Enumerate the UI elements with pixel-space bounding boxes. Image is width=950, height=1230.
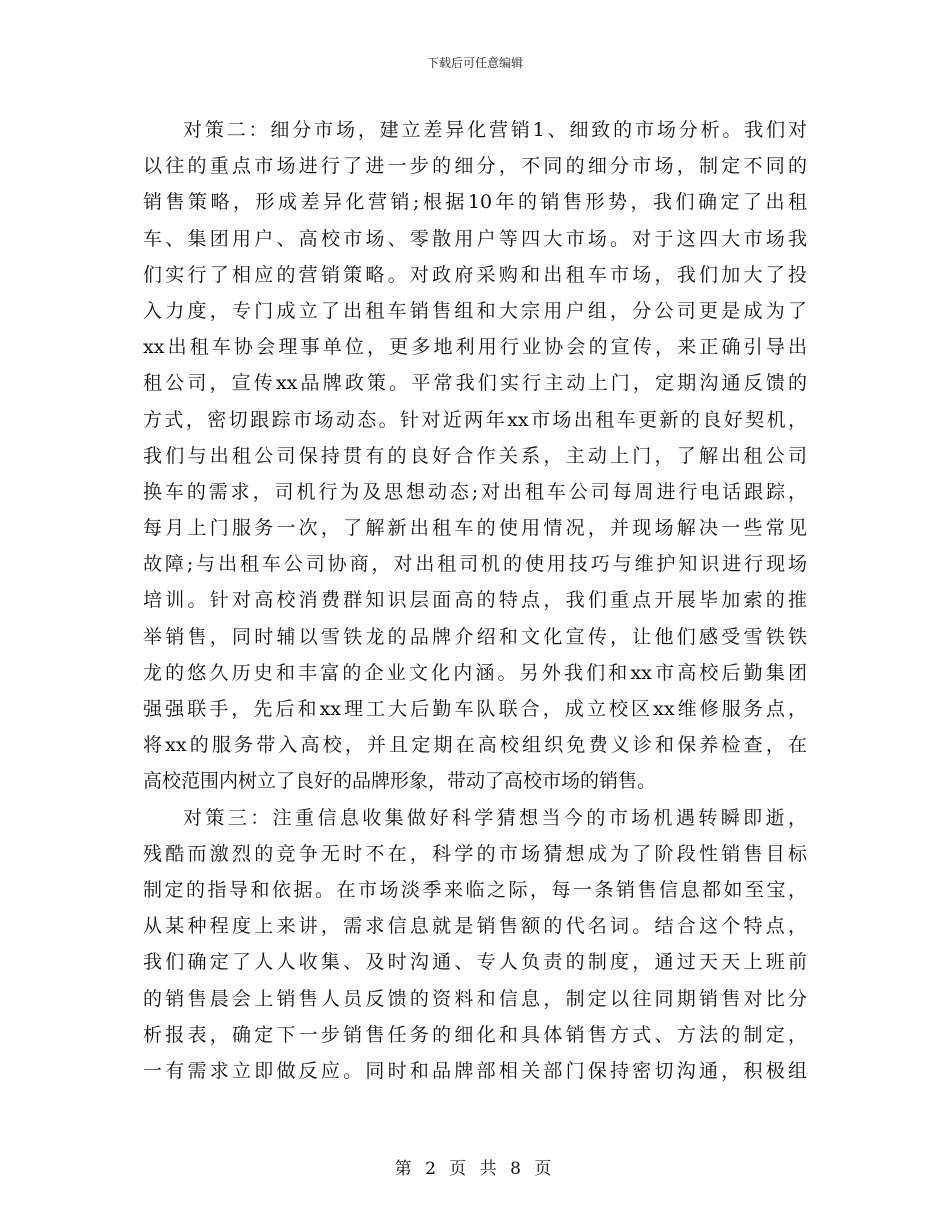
text-line: 我们确定了人人收集、及时沟通、专人负责的制度，通过天天上班前 [143, 951, 807, 974]
text-line: 将xx的服务带入高校，并且定期在高校组织免费义诊和保养检查，在 [143, 734, 807, 757]
text-line: 对策三：注重信息收集做好科学猜想当今的市场机遇转瞬即逝， [183, 806, 807, 829]
document-body [143, 112, 807, 1089]
text-line: 租公司，宣传xx品牌政策。平常我们实行主动上门，定期沟通反馈的 [143, 372, 807, 395]
text-line: xx出租车协会理事单位，更多地利用行业协会的宣传，来正确引导出 [143, 336, 807, 359]
text-line: 培训。针对高校消费群知识层面高的特点，我们重点开展毕加索的推 [143, 589, 807, 612]
page-header: 下载后可任意编辑 [426, 56, 523, 70]
text-line: 残酷而激烈的竞争无时不在，科学的市场猜想成为了阶段性销售目标 [143, 842, 807, 865]
page-number-footer: 第 2 页 共 8 页 [394, 1159, 556, 1179]
text-line: 故障;与出租车公司协商，对出租司机的使用技巧与维护知识进行现场 [143, 553, 807, 576]
text-line: 车、集团用户、高校市场、零散用户等四大市场。对于这四大市场我 [143, 227, 807, 250]
text-line: 以往的重点市场进行了进一步的细分，不同的细分市场，制定不同的 [143, 155, 807, 178]
text-line: 析报表，确定下一步销售任务的细化和具体销售方式、方法的制定， [143, 1023, 807, 1046]
text-line: 对策二：细分市场，建立差异化营销1、细致的市场分析。我们对 [183, 119, 807, 141]
text-line: 高校范围内树立了良好的品牌形象，带动了高校市场的销售。 [143, 770, 657, 793]
text-line: 入力度，专门成立了出租车销售组和大宗用户组，分公司更是成为了 [143, 299, 807, 322]
text-line: 们实行了相应的营销策略。对政府采购和出租车市场，我们加大了投 [143, 263, 807, 286]
text-line: 我们与出租公司保持贯有的良好合作关系，主动上门，了解出租公司 [143, 444, 807, 467]
text-line: 每月上门服务一次，了解新出租车的使用情况，并现场解决一些常见 [143, 517, 807, 540]
text-line: 换车的需求，司机行为及思想动态;对出租车公司每周进行电话跟踪， [143, 480, 807, 503]
text-line: 举销售，同时辅以雪铁龙的品牌介绍和文化宣传，让他们感受雪铁铁 [143, 625, 807, 648]
text-line: 销售策略，形成差异化营销;根据10年的销售形势，我们确定了出租 [143, 191, 807, 214]
text-line: 从某种程度上来讲，需求信息就是销售额的代名词。结合这个特点， [143, 915, 807, 938]
text-line: 方式，密切跟踪市场动态。针对近两年xx市场出租车更新的良好契机， [143, 408, 807, 431]
text-line: 龙的悠久历史和丰富的企业文化内涵。另外我们和xx市高校后勤集团 [143, 661, 807, 684]
text-line: 一有需求立即做反应。同时和品牌部相关部门保持密切沟通，积极组 [143, 1059, 807, 1082]
text-line: 的销售晨会上销售人员反馈的资料和信息，制定以往同期销售对比分 [143, 987, 807, 1010]
text-line: 强强联手，先后和xx理工大后勤车队联合，成立校区xx维修服务点， [143, 698, 807, 720]
text-line: 制定的指导和依据。在市场淡季来临之际，每一条销售信息都如至宝， [143, 878, 807, 901]
